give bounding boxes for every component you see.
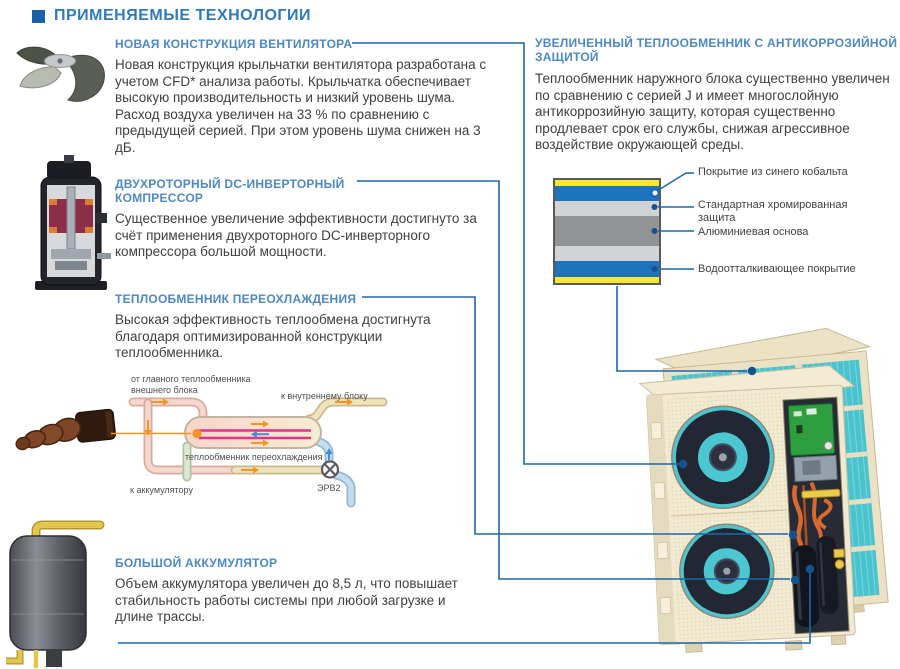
layer-chrome-top [555, 201, 659, 216]
label-valve: ЭРВ2 [317, 483, 341, 493]
coating-label-cobalt: Покрытие из синего кобальта [698, 166, 848, 178]
header-square-icon [32, 10, 45, 23]
accumulator-section-title: БОЛЬШОЙ АККУМУЛЯТОР [115, 556, 278, 570]
layer-hydrophilic-bottom [555, 277, 659, 283]
accumulator-section-body: Объем аккумулятора увеличен до 8,5 л, что повышает стабильность работы системы при любой загрузке и длине трассы. [115, 576, 458, 624]
outdoor-unit-illustration [628, 298, 900, 668]
layer-cobalt-blue-bottom [555, 261, 659, 277]
coating-leader-1 [657, 173, 694, 191]
compressor-section-title: ДВУХРОТОРНЫЙ DC-ИНВЕРТОРНЫЙ КОМПРЕССОР [115, 177, 345, 205]
label-to-indoor-unit: к внутреннему блоку [281, 391, 368, 401]
coating-label-aluminium: Алюминиевая основа [698, 226, 809, 238]
heat-exchanger-section-title: УВЕЛИЧЕННЫЙ ТЕПЛООБМЕННИК С АНТИКОРРОЗИЙНОЙ ЗАЩИТОЙ [535, 36, 898, 64]
compressor-section-body: Существенное увеличение эффективности достигнуто за счёт применения двухроторного DC-инверторного компрессора большой мощности. [115, 211, 477, 259]
compressor-image [33, 155, 111, 295]
layer-chrome-bottom [555, 246, 659, 261]
front-unit [639, 364, 867, 657]
coating-label-hydrophobic: Водоотталкивающее покрытие [698, 263, 856, 275]
page-title: ПРИМЕНЯЕМЫЕ ТЕХНОЛОГИИ [54, 7, 311, 24]
accumulator-image [0, 518, 108, 669]
copper-pipe-dot [192, 429, 201, 438]
layer-cobalt-blue-top [555, 186, 659, 201]
subcooler-section-body: Высокая эффективность теплообмена достигнута благодаря оптимизированной конструкции теплообменника. [115, 312, 431, 360]
coating-layers-diagram [553, 178, 661, 285]
label-subcooler: теплообменник переохлаждения [185, 452, 323, 462]
layer-aluminium-base [555, 216, 659, 246]
label-from-main-hx: от главного теплообменника внешнего блока [131, 374, 251, 395]
expansion-valve-icon [322, 462, 338, 478]
fan-propeller-image [8, 42, 108, 110]
heat-exchanger-section-body: Теплообменник наружного блока существенно увеличен по сравнению с серией J и имеет многослойную антикоррозийную защиту, которая существенно продлевает срок его службы, снижая агрессивное воздействие окружающей среды. [535, 71, 890, 152]
copper-pipe-image [12, 409, 116, 452]
fan-section-body: Новая конструкция крыльчатки вентилятора разработана с учетом CFD* анализа работы. Крыльчатка обеспечивает высокую производительность и низкий уровень шума. Расход воздуха увеличен на 33 % по сравнению с предыдущей серией. При этом уровень шума снижен на 3 дБ. [115, 57, 487, 155]
coating-label-chrome: Стандартная хромированная защита [698, 199, 848, 224]
interior-compartment [783, 397, 849, 634]
page-header [32, 7, 311, 25]
subcooler-section-title: ТЕПЛООБМЕННИК ПЕРЕОХЛАЖДЕНИЯ [115, 292, 357, 306]
fan-section-title: НОВАЯ КОНСТРУКЦИЯ ВЕНТИЛЯТОРА [115, 37, 353, 51]
label-to-accumulator: к аккумулятору [130, 485, 193, 495]
